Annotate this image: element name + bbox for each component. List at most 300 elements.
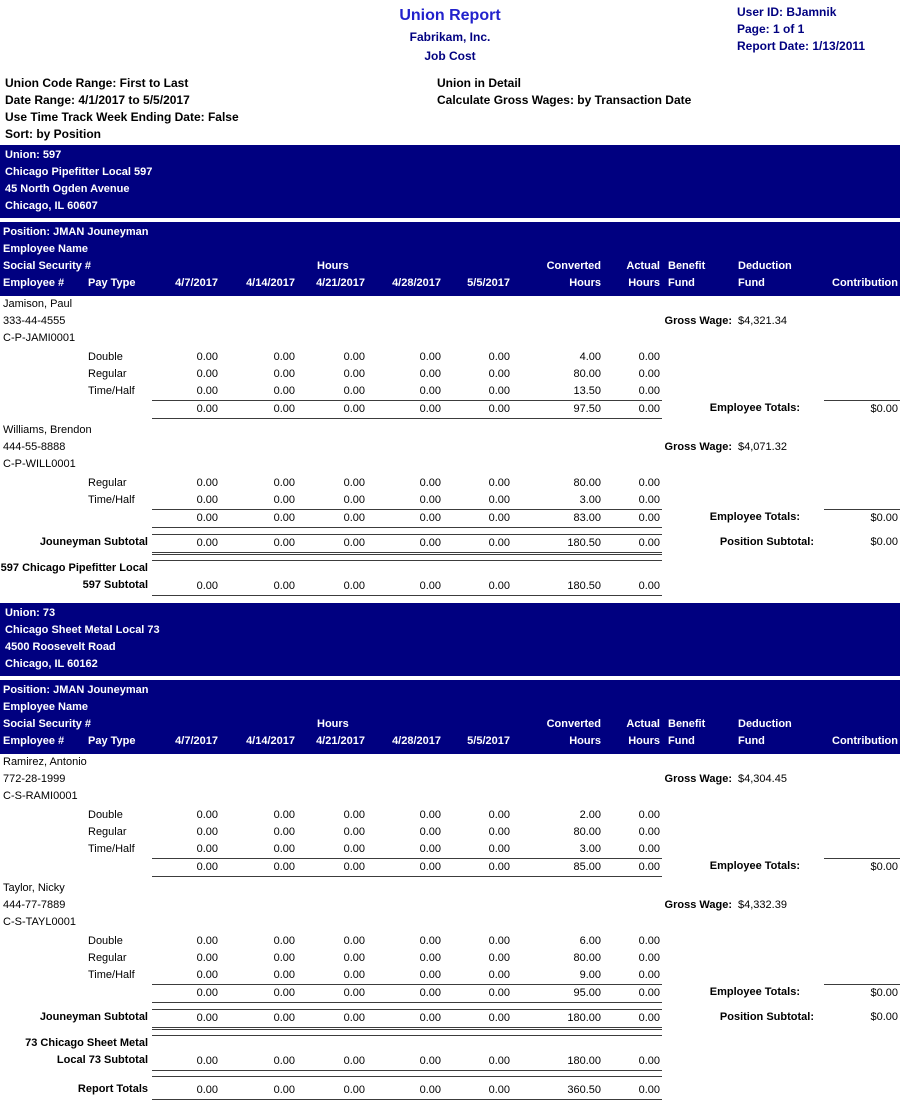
- hours-value: 0.00: [343, 368, 365, 380]
- hours-value: 80.00: [573, 368, 601, 380]
- contribution-header: Contribution: [832, 277, 898, 289]
- gross-wage-label: Gross Wage:: [664, 441, 732, 453]
- hours-value: 0.00: [196, 843, 218, 855]
- position-subtotal-label: Jouneyman Subtotal: [39, 1011, 148, 1023]
- employee-total-value: 0.00: [443, 509, 512, 528]
- employee-total-value: 0.00: [367, 509, 443, 528]
- week-date-header: 4/21/2017: [316, 735, 365, 747]
- actual-header: Actual: [626, 718, 660, 730]
- hours-value: 80.00: [573, 826, 601, 838]
- hours-value: 4.00: [579, 351, 601, 363]
- employee-row: [0, 456, 900, 473]
- benefit-fund-header: Fund: [668, 277, 695, 289]
- position-subtotal-value: 0.00: [443, 534, 512, 555]
- union-subtotal-value: 0.00: [367, 1035, 443, 1071]
- report-totals-label: Report Totals: [77, 1083, 148, 1095]
- employee-total-value: 0.00: [367, 400, 443, 419]
- week-date-header: 5/5/2017: [467, 735, 510, 747]
- union-body: [0, 754, 900, 1071]
- employee-totals-amount: $0.00: [824, 984, 900, 1003]
- union-subtotal-label-line: 597 Subtotal: [82, 579, 148, 591]
- pay-type: Time/Half: [88, 385, 135, 397]
- gross-wage-value: $4,321.34: [738, 315, 787, 327]
- hours-value: 0.00: [273, 351, 295, 363]
- report-totals-value: 0.00: [603, 1076, 662, 1100]
- employee-number: C-S-RAMI0001: [3, 790, 78, 802]
- table-header-row-lower: [0, 275, 900, 292]
- employee-no-header: Employee #: [3, 277, 65, 289]
- union-subtotal-value: 0.00: [220, 1035, 297, 1071]
- hours-value: 0.00: [419, 494, 441, 506]
- position-subtotal-value: 0.00: [443, 1009, 512, 1030]
- pay-type-row: [0, 383, 900, 400]
- hours-value: 0.00: [343, 809, 365, 821]
- hours-value: 0.00: [343, 952, 365, 964]
- employee-total-value: 0.00: [220, 858, 297, 877]
- hours-value: 0.00: [273, 494, 295, 506]
- pay-type-header: Pay Type: [88, 277, 136, 289]
- union-subtotal-row: [0, 560, 900, 596]
- employee-total-value: 0.00: [297, 509, 367, 528]
- gross-wage-label: Gross Wage:: [664, 899, 732, 911]
- week-date-header: 4/28/2017: [392, 735, 441, 747]
- employee-total-value: 0.00: [152, 509, 220, 528]
- employee-total-value: 0.00: [443, 400, 512, 419]
- hours-value: 9.00: [579, 969, 601, 981]
- employee-row: [0, 788, 900, 805]
- hours-value: 0.00: [419, 935, 441, 947]
- pay-type: Regular: [88, 826, 127, 838]
- pay-type-header: Pay Type: [88, 735, 136, 747]
- hours-value: 80.00: [573, 477, 601, 489]
- hours-value: 0.00: [273, 935, 295, 947]
- parameters-right: [437, 75, 691, 143]
- union-section: [0, 596, 900, 1071]
- employee-row: [0, 914, 900, 931]
- employee-totals-label: Employee Totals:: [709, 986, 800, 998]
- position-subtotal-value: 0.00: [603, 534, 662, 555]
- hours-value: 0.00: [419, 477, 441, 489]
- employee-ssn: 444-77-7889: [3, 899, 66, 911]
- hours-value: 0.00: [419, 826, 441, 838]
- union-section: [0, 145, 900, 596]
- hours-value: 0.00: [488, 969, 510, 981]
- position-subtotal-value: 180.00: [512, 1009, 603, 1030]
- report-totals-value: 0.00: [297, 1076, 367, 1100]
- employee-total-row: [0, 984, 900, 1003]
- union-banner: [0, 145, 900, 218]
- union-subtotal-label-line: 597 Chicago Pipefitter Local: [0, 562, 148, 574]
- hours-value: 0.00: [196, 368, 218, 380]
- employee-total-value: 0.00: [152, 858, 220, 877]
- param-sort: Sort: by Position: [5, 127, 101, 141]
- gross-wage-value: $4,332.39: [738, 899, 787, 911]
- employee-total-value: 0.00: [603, 984, 662, 1003]
- employee-total-value: 0.00: [443, 984, 512, 1003]
- pay-type: Regular: [88, 368, 127, 380]
- report-totals-value: 360.50: [512, 1076, 603, 1100]
- union-banner-line: Chicago, IL 60162: [5, 658, 98, 670]
- employee-total-value: 0.00: [603, 400, 662, 419]
- week-date-header: 5/5/2017: [467, 277, 510, 289]
- pay-type-row: [0, 349, 900, 366]
- employee-total-value: 85.00: [512, 858, 603, 877]
- hours-value: 0.00: [419, 969, 441, 981]
- union-banner-line: Union: 73: [5, 607, 56, 619]
- employee-ssn: 772-28-1999: [3, 773, 66, 785]
- hours-value: 0.00: [488, 368, 510, 380]
- hours-group-header: Hours: [317, 260, 349, 272]
- employee-total-value: 0.00: [367, 858, 443, 877]
- hours-value: 0.00: [343, 477, 365, 489]
- hours-value: 0.00: [488, 952, 510, 964]
- employee-row: [0, 296, 900, 313]
- pay-type: Regular: [88, 477, 127, 489]
- union-subtotal-label-line: Local 73 Subtotal: [56, 1054, 148, 1066]
- report-totals-value: 0.00: [220, 1076, 297, 1100]
- company-name: Fabrikam, Inc.: [409, 30, 491, 44]
- hours-value: 0.00: [638, 826, 660, 838]
- employee-totals-label: Employee Totals:: [709, 860, 800, 872]
- hours-value: 3.00: [579, 494, 601, 506]
- union-banner-line: 4500 Roosevelt Road: [5, 641, 116, 653]
- position-subtotal-amount: $0.00: [870, 1011, 898, 1023]
- hours-value: 0.00: [638, 477, 660, 489]
- union-subtotal-label-line: 73 Chicago Sheet Metal: [25, 1037, 148, 1049]
- employee-ssn: 444-55-8888: [3, 441, 66, 453]
- gross-wage-value: $4,071.32: [738, 441, 787, 453]
- hours-value: 0.00: [488, 385, 510, 397]
- table-header-row-lower: [0, 733, 900, 750]
- gross-wage-label: Gross Wage:: [664, 773, 732, 785]
- hours-value: 0.00: [196, 935, 218, 947]
- hours-value: 0.00: [488, 826, 510, 838]
- position-subtotal-row: [0, 1009, 900, 1030]
- union-subtotal-value: 0.00: [603, 1035, 662, 1071]
- employee-total-value: 0.00: [220, 509, 297, 528]
- report-meta: [737, 4, 865, 55]
- hours-value: 0.00: [196, 952, 218, 964]
- union-subtotal-value: 180.00: [512, 1035, 603, 1071]
- union-banner-line: Chicago Sheet Metal Local 73: [5, 624, 160, 636]
- table-header-row-upper: [0, 716, 900, 733]
- hours-value: 0.00: [196, 351, 218, 363]
- union-subtotal-value: 0.00: [443, 560, 512, 596]
- pay-type-row: [0, 492, 900, 509]
- report-totals-value: 0.00: [443, 1076, 512, 1100]
- pay-type: Time/Half: [88, 843, 135, 855]
- union-banner-line: Chicago, IL 60607: [5, 200, 98, 212]
- hours-value: 0.00: [343, 935, 365, 947]
- hours-value: 0.00: [196, 477, 218, 489]
- position-subtotal-label: Jouneyman Subtotal: [39, 536, 148, 548]
- position-subtotal-value: 0.00: [367, 534, 443, 555]
- param-union-detail: Union in Detail: [437, 76, 521, 90]
- employee-row: [0, 439, 900, 456]
- report-date: Report Date: 1/13/2011: [737, 39, 866, 53]
- hours-value: 0.00: [419, 385, 441, 397]
- union-subtotal-value: 0.00: [152, 1035, 220, 1071]
- employee-total-value: 0.00: [443, 858, 512, 877]
- position-subtotal-value: 0.00: [152, 534, 220, 555]
- converted-header: Converted: [546, 260, 601, 272]
- actual-header: Actual: [626, 260, 660, 272]
- hours-value: 0.00: [196, 385, 218, 397]
- employee-totals-amount: $0.00: [824, 509, 900, 528]
- hours-value: 0.00: [343, 969, 365, 981]
- pay-type-row: [0, 475, 900, 492]
- employee-total-row: [0, 509, 900, 528]
- hours-value: 0.00: [273, 952, 295, 964]
- hours-value: 0.00: [638, 843, 660, 855]
- employee-row: [0, 754, 900, 771]
- gross-wage-value: $4,304.45: [738, 773, 787, 785]
- hours-value: 0.00: [419, 952, 441, 964]
- hours-value: 13.50: [573, 385, 601, 397]
- employee-total-value: 0.00: [297, 858, 367, 877]
- hours-value: 0.00: [273, 843, 295, 855]
- hours-value: 0.00: [343, 351, 365, 363]
- pay-type: Double: [88, 809, 123, 821]
- hours-value: 0.00: [419, 843, 441, 855]
- hours-value: 0.00: [419, 809, 441, 821]
- pay-type-row: [0, 824, 900, 841]
- position-subtotal-value: 0.00: [603, 1009, 662, 1030]
- hours-value: 0.00: [273, 809, 295, 821]
- hours-value: 0.00: [638, 368, 660, 380]
- hours-group-header: Hours: [317, 718, 349, 730]
- hours-value: 0.00: [273, 368, 295, 380]
- employee-number: C-S-TAYL0001: [3, 916, 76, 928]
- pay-type: Time/Half: [88, 969, 135, 981]
- union-subtotal-value: 0.00: [220, 560, 297, 596]
- union-subtotal-value: 0.00: [367, 560, 443, 596]
- page-number: Page: 1 of 1: [737, 22, 805, 36]
- employee-total-value: 83.00: [512, 509, 603, 528]
- employee-name: Williams, Brendon: [3, 424, 92, 436]
- employee-total-value: 0.00: [297, 400, 367, 419]
- converted-header: Converted: [546, 718, 601, 730]
- table-header-row-upper: [0, 258, 900, 275]
- converted-hours-header: Hours: [569, 735, 601, 747]
- hours-value: 0.00: [273, 969, 295, 981]
- employee-name: Taylor, Nicky: [3, 882, 65, 894]
- hours-value: 0.00: [638, 969, 660, 981]
- employee-total-value: 0.00: [603, 509, 662, 528]
- employee-name-header: Employee Name: [3, 701, 88, 713]
- employee-totals-label: Employee Totals:: [709, 402, 800, 414]
- union-subtotal-value: 0.00: [152, 560, 220, 596]
- employee-total-row: [0, 400, 900, 419]
- employee-row: [0, 422, 900, 439]
- param-union-code-range: Union Code Range: First to Last: [5, 76, 189, 90]
- position-label: Position: JMAN Jouneyman: [3, 684, 149, 696]
- table-header: [0, 680, 900, 754]
- employee-total-value: 0.00: [297, 984, 367, 1003]
- pay-type: Double: [88, 935, 123, 947]
- deduction-fund-header: Fund: [738, 735, 765, 747]
- employee-number: C-P-JAMI0001: [3, 332, 76, 344]
- actual-hours-header: Hours: [628, 735, 660, 747]
- position-subtotal-value: 0.00: [297, 534, 367, 555]
- pay-type-row: [0, 967, 900, 984]
- hours-value: 0.00: [343, 385, 365, 397]
- employee-name: Ramirez, Antonio: [3, 756, 87, 768]
- employee-total-value: 0.00: [220, 984, 297, 1003]
- hours-value: 0.00: [273, 826, 295, 838]
- gross-wage-label: Gross Wage:: [664, 315, 732, 327]
- hours-value: 0.00: [638, 952, 660, 964]
- union-body: [0, 296, 900, 596]
- pay-type-row: [0, 807, 900, 824]
- employee-total-row: [0, 858, 900, 877]
- module-name: Job Cost: [424, 49, 476, 63]
- position-subtotal-value: 0.00: [152, 1009, 220, 1030]
- union-subtotal-value: 180.50: [512, 560, 603, 596]
- week-date-header: 4/14/2017: [246, 277, 295, 289]
- union-subtotal-value: 0.00: [603, 560, 662, 596]
- hours-value: 0.00: [273, 385, 295, 397]
- week-date-header: 4/7/2017: [175, 277, 218, 289]
- contribution-header: Contribution: [832, 735, 898, 747]
- position-subtotal-value: 0.00: [297, 1009, 367, 1030]
- hours-value: 0.00: [196, 809, 218, 821]
- hours-value: 0.00: [419, 368, 441, 380]
- hours-value: 6.00: [579, 935, 601, 947]
- pay-type-row: [0, 950, 900, 967]
- hours-value: 0.00: [488, 494, 510, 506]
- benefit-header: Benefit: [668, 718, 706, 730]
- hours-value: 0.00: [638, 494, 660, 506]
- employee-number: C-P-WILL0001: [3, 458, 76, 470]
- hours-value: 0.00: [343, 494, 365, 506]
- benefit-header: Benefit: [668, 260, 706, 272]
- hours-value: 0.00: [419, 351, 441, 363]
- employee-totals-amount: $0.00: [824, 400, 900, 419]
- hours-value: 2.00: [579, 809, 601, 821]
- employee-total-value: 97.50: [512, 400, 603, 419]
- hours-value: 3.00: [579, 843, 601, 855]
- hours-value: 0.00: [488, 809, 510, 821]
- hours-value: 0.00: [638, 935, 660, 947]
- employee-total-value: 0.00: [152, 400, 220, 419]
- benefit-fund-header: Fund: [668, 735, 695, 747]
- employee-row: [0, 880, 900, 897]
- hours-value: 0.00: [273, 477, 295, 489]
- position-subtotal-value: 0.00: [220, 534, 297, 555]
- employee-name-header: Employee Name: [3, 243, 88, 255]
- param-calculate-gross-wages: Calculate Gross Wages: by Transaction Date: [437, 93, 692, 107]
- week-date-header: 4/28/2017: [392, 277, 441, 289]
- hours-value: 0.00: [343, 826, 365, 838]
- hours-value: 0.00: [638, 351, 660, 363]
- week-date-header: 4/21/2017: [316, 277, 365, 289]
- table-header: [0, 222, 900, 296]
- pay-type: Regular: [88, 952, 127, 964]
- position-subtotal-right-label: Position Subtotal:: [719, 536, 814, 548]
- report-totals-value: 0.00: [367, 1076, 443, 1100]
- actual-hours-header: Hours: [628, 277, 660, 289]
- union-banner-line: 45 North Ogden Avenue: [5, 183, 130, 195]
- pay-type-row: [0, 933, 900, 950]
- employee-row: [0, 771, 900, 788]
- hours-value: 0.00: [196, 494, 218, 506]
- spacer: [0, 596, 900, 601]
- pay-type-row: [0, 841, 900, 858]
- social-security-header: Social Security #: [3, 260, 92, 272]
- employee-no-header: Employee #: [3, 735, 65, 747]
- employee-total-value: 0.00: [603, 858, 662, 877]
- converted-hours-header: Hours: [569, 277, 601, 289]
- hours-value: 0.00: [343, 843, 365, 855]
- report-totals-value: 0.00: [152, 1076, 220, 1100]
- position-subtotal-value: 180.50: [512, 534, 603, 555]
- union-subtotal-row: [0, 1035, 900, 1071]
- deduction-header: Deduction: [738, 260, 792, 272]
- employee-totals-label: Employee Totals:: [709, 511, 800, 523]
- pay-type: Time/Half: [88, 494, 135, 506]
- parameters-left: [0, 75, 437, 143]
- employee-total-value: 0.00: [367, 984, 443, 1003]
- report-parameters: [0, 75, 900, 143]
- param-date-range: Date Range: 4/1/2017 to 5/5/2017: [5, 93, 190, 107]
- union-subtotal-value: 0.00: [297, 1035, 367, 1071]
- employee-row: [0, 330, 900, 347]
- week-date-header: 4/14/2017: [246, 735, 295, 747]
- union-subtotal-label: [0, 560, 152, 596]
- pay-type-row: [0, 366, 900, 383]
- union-subtotal-value: 0.00: [297, 560, 367, 596]
- position-subtotal-amount: $0.00: [870, 536, 898, 548]
- employee-total-value: 95.00: [512, 984, 603, 1003]
- hours-value: 0.00: [196, 969, 218, 981]
- employee-row: [0, 897, 900, 914]
- social-security-header: Social Security #: [3, 718, 92, 730]
- hours-value: 80.00: [573, 952, 601, 964]
- hours-value: 0.00: [488, 351, 510, 363]
- position-subtotal-row: [0, 534, 900, 555]
- union-banner: [0, 603, 900, 676]
- hours-value: 0.00: [196, 826, 218, 838]
- report-title: Union Report: [399, 7, 501, 24]
- union-subtotal-value: 0.00: [443, 1035, 512, 1071]
- employee-ssn: 333-44-4555: [3, 315, 66, 327]
- pay-type: Double: [88, 351, 123, 363]
- deduction-fund-header: Fund: [738, 277, 765, 289]
- position-subtotal-right-label: Position Subtotal:: [719, 1011, 814, 1023]
- hours-value: 0.00: [488, 477, 510, 489]
- employee-totals-amount: $0.00: [824, 858, 900, 877]
- param-week-ending-date: Use Time Track Week Ending Date: False: [5, 110, 239, 124]
- report-body: [0, 145, 900, 1100]
- hours-value: 0.00: [488, 843, 510, 855]
- union-subtotal-label: [0, 1035, 152, 1071]
- user-id: User ID: BJamnik: [737, 5, 837, 19]
- union-banner-line: Chicago Pipefitter Local 597: [5, 166, 153, 178]
- union-banner-line: Union: 597: [5, 149, 62, 161]
- week-date-header: 4/7/2017: [175, 735, 218, 747]
- employee-total-value: 0.00: [220, 400, 297, 419]
- hours-value: 0.00: [638, 809, 660, 821]
- employee-row: [0, 313, 900, 330]
- hours-value: 0.00: [488, 935, 510, 947]
- deduction-header: Deduction: [738, 718, 792, 730]
- position-subtotal-value: 0.00: [220, 1009, 297, 1030]
- position-subtotal-value: 0.00: [367, 1009, 443, 1030]
- employee-name: Jamison, Paul: [3, 298, 73, 310]
- hours-value: 0.00: [638, 385, 660, 397]
- report-totals-row: [0, 1076, 900, 1100]
